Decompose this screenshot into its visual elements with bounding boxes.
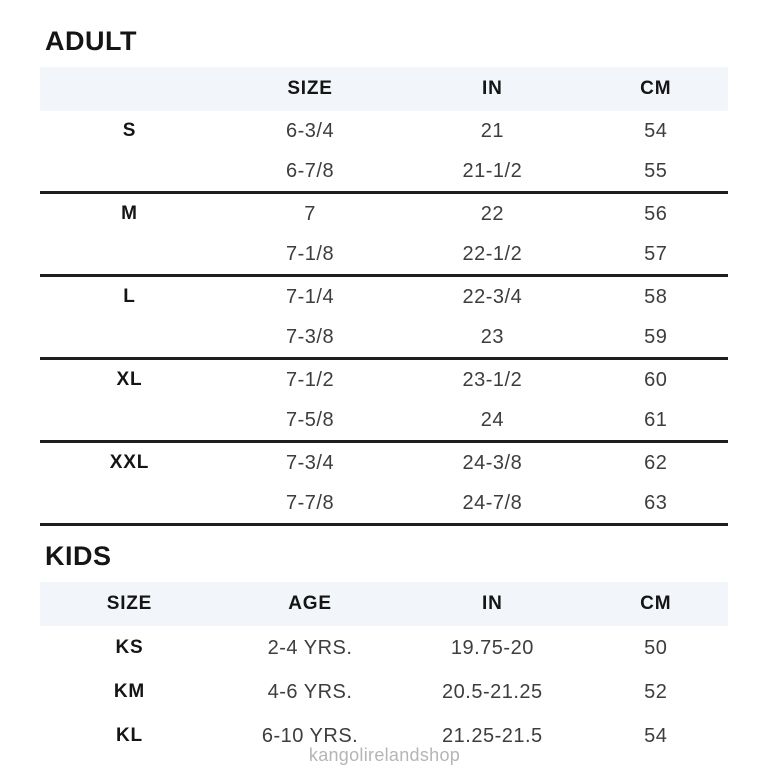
kids-size-table (40, 582, 728, 758)
size-label (40, 317, 219, 359)
kids-header-row (40, 582, 728, 626)
cm-value: 50 (644, 636, 668, 659)
table-row (40, 193, 728, 235)
cm-value: 58 (644, 285, 668, 308)
column-header-size: SIZE (40, 582, 219, 626)
size-label: S (122, 120, 137, 141)
column-header-cm: CM (584, 67, 729, 111)
size-value: 7-1/8 (219, 234, 401, 276)
size-label: XXL (109, 452, 150, 473)
cm-value: 57 (584, 234, 729, 276)
table-row (40, 151, 728, 193)
age-value: 4-6 YRS. (267, 680, 353, 703)
inches-value: 22-1/2 (401, 234, 583, 276)
table-row (40, 626, 728, 670)
inches-value: 22 (480, 202, 504, 225)
kids-section-title: KIDS (45, 541, 112, 571)
size-value: 7-5/8 (219, 400, 401, 442)
inches-value: 21-1/2 (401, 151, 583, 193)
inches-value: 21 (480, 119, 504, 142)
inches-value: 19.75-20 (450, 636, 534, 659)
column-header-in: IN (401, 582, 583, 626)
cm-value: 59 (584, 317, 729, 359)
table-row (40, 234, 728, 276)
table-row (40, 111, 728, 151)
column-header-blank (40, 67, 219, 111)
age-value: 2-4 YRS. (267, 636, 353, 659)
size-label: KS (115, 637, 144, 658)
table-row (40, 483, 728, 525)
adult-size-table (40, 67, 728, 526)
size-value: 7-3/8 (219, 317, 401, 359)
table-row (40, 317, 728, 359)
size-label (40, 234, 219, 276)
table-row (40, 400, 728, 442)
cm-value: 52 (644, 680, 668, 703)
size-value: 6-7/8 (219, 151, 401, 193)
size-label (40, 400, 219, 442)
cm-value: 63 (584, 483, 729, 525)
cm-value: 61 (584, 400, 729, 442)
size-value: 7-7/8 (219, 483, 401, 525)
table-row (40, 359, 728, 401)
size-label: L (123, 286, 136, 307)
inches-value: 23-1/2 (462, 368, 523, 391)
adult-section-title: ADULT (45, 26, 137, 56)
size-label (40, 483, 219, 525)
table-row (40, 670, 728, 714)
size-value: 7-3/4 (285, 451, 335, 474)
adult-header-row (40, 67, 728, 111)
size-label: KL (115, 725, 143, 746)
column-header-age: AGE (219, 582, 401, 626)
cm-value: 62 (644, 451, 668, 474)
inches-value: 22-3/4 (462, 285, 523, 308)
size-value: 7-1/2 (285, 368, 335, 391)
inches-value: 24-7/8 (401, 483, 583, 525)
size-value: 7 (304, 202, 316, 225)
size-label: KM (113, 681, 146, 702)
size-value: 7-1/4 (285, 285, 335, 308)
cm-value: 54 (644, 119, 668, 142)
cm-value: 55 (584, 151, 729, 193)
size-label: XL (116, 369, 143, 390)
size-label: M (121, 203, 138, 224)
inches-value: 24-3/8 (462, 451, 523, 474)
column-header-in: IN (401, 67, 583, 111)
column-header-cm: CM (584, 582, 729, 626)
inches-value: 23 (401, 317, 583, 359)
cm-value: 56 (644, 202, 668, 225)
size-label (40, 151, 219, 193)
watermark-text: kangolirelandshop (308, 745, 461, 765)
inches-value: 24 (401, 400, 583, 442)
age-value: 6-10 YRS. (261, 724, 359, 747)
cm-value: 60 (644, 368, 668, 391)
inches-value: 21.25-21.5 (442, 724, 543, 747)
size-value: 6-3/4 (285, 119, 335, 142)
column-header-size: SIZE (219, 67, 401, 111)
table-row (40, 442, 728, 484)
table-row (40, 276, 728, 318)
inches-value: 20.5-21.25 (442, 680, 543, 703)
cm-value: 54 (644, 724, 668, 747)
